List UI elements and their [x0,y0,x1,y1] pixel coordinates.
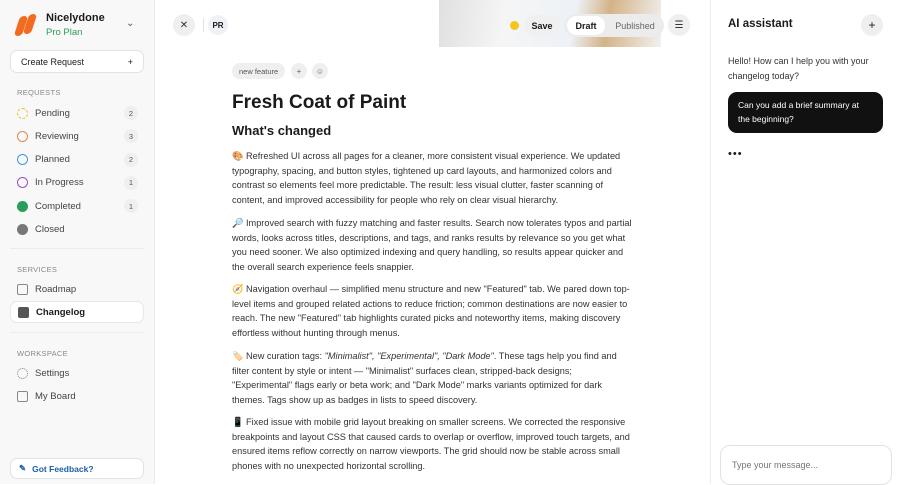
user-message: Can you add a brief summary at the beginning? [728,92,883,133]
sidebar-item-label: Roadmap [35,283,77,295]
count-badge: 1 [124,199,138,213]
sidebar-item-label: Changelog [36,306,86,318]
ai-assistant-panel [710,0,900,484]
plan-label: Pro Plan [46,27,83,38]
sidebar-item-changelog[interactable] [10,301,144,323]
workspace-switcher[interactable] [14,12,105,38]
menu-button[interactable] [668,14,690,36]
sidebar-item-label: Settings [35,367,70,379]
message-input[interactable] [720,445,892,485]
sidebar-item-label: Pending [35,107,70,119]
section-services: SERVICES [17,265,58,274]
status-toggle [564,14,664,37]
sidebar-item-label: Closed [35,224,65,235]
divider [10,332,144,333]
sidebar [0,0,155,484]
feedback-icon: ✎ [19,463,27,473]
divider [203,18,204,32]
create-request-button[interactable] [10,50,144,73]
status-icon [17,131,28,142]
count-badge: 2 [124,153,138,167]
paragraph[interactable] [232,349,634,407]
add-tag-button[interactable]: + [291,63,307,79]
status-icon [17,154,28,165]
brand-name: Nicelydone [46,12,105,24]
emoji-icon[interactable]: ☺ [312,63,328,79]
menu-icon: ☰ [674,19,684,31]
editor-area [156,0,709,484]
sidebar-item-settings[interactable] [10,362,144,384]
sidebar-item-label: Reviewing [35,130,79,142]
status-icon [17,177,28,188]
chevron-down-icon[interactable]: ⌄ [126,18,135,29]
sidebar-item-roadmap[interactable] [10,278,144,300]
sidebar-item-completed[interactable] [10,195,144,217]
section-requests: REQUESTS [17,88,61,97]
paragraph[interactable]: 🎨 Refreshed UI across all pages for a cleaner, more consistent visual experience. We updated typography, spacing, and button styles, tightened up card layouts, and harmonized colors and contrast so elements feel more predictable. The result: less visual clutter, faster scanning of content, and improved accessibility for people who rely on clear visual hierarchy. [232,151,621,205]
board-icon [17,391,28,402]
close-button[interactable] [173,14,195,36]
logo [14,14,36,36]
sidebar-item-in-progress[interactable] [10,172,144,194]
tag-names: "Minimalist", "Experimental", "Dark Mode" [324,351,494,361]
panel-title: AI assistant [728,18,793,30]
sidebar-item-pending[interactable] [10,102,144,124]
assistant-message: Hello! How can I help you with your changelog today? [728,56,869,81]
sidebar-item-label: In Progress [35,177,84,189]
count-badge: 1 [124,176,138,190]
status-icon [17,224,28,235]
sidebar-item-planned[interactable] [10,149,144,171]
paragraph[interactable]: 📱 Fixed issue with mobile grid layout breaking on smaller screens. We corrected the responsive breakpoints and layout CSS that caused cards to overlap or overflow, improved touch targets, and ensured items reflow correctly on narrow viewports. The grid should now be stable across small phones with no unexpected horizontal scrolling. [232,417,630,471]
save-button[interactable]: Save [524,15,560,36]
page-title[interactable]: Fresh Coat of Paint [232,92,407,113]
sidebar-item-label: My Board [35,390,76,402]
plus-icon: + [868,18,876,32]
status-icon [17,108,28,119]
sidebar-item-label: Planned [35,154,70,166]
paragraph[interactable]: 🧭 Navigation overhaul — simplified menu structure and new "Featured" tab. We pared down top-level items and grouped related actions to reduce friction; common destinations are now easier to reach. The new "Featured" tab highlights curated picks and noteworthy items, making discovery effortless without hunting through menus. [232,284,630,338]
draft-option[interactable]: Draft [567,16,605,35]
text: . These tags help you find and filter content by style or intent — "Minimalist" surfaces clean, stripped-back designs; "Experimental" flags early or beta work; and "Dark Mode" marks variants optimized for dark themes. Tags show up as badges in lists to speed discovery. [232,351,617,405]
sidebar-item-label: Completed [35,200,81,212]
feedback-label: Got Feedback? [32,463,94,474]
sidebar-item-closed[interactable] [10,219,144,241]
close-icon: ✕ [179,19,189,31]
divider [10,248,144,249]
status-dot [510,21,519,30]
tag-badge[interactable]: new feature [232,63,285,79]
new-chat-button[interactable] [861,14,883,36]
count-badge: 2 [124,106,138,120]
section-heading[interactable]: What's changed [232,123,332,138]
text: 🏷️ New curation tags: [232,351,325,361]
roadmap-icon [17,284,28,295]
status-icon [17,201,28,212]
sidebar-item-my-board[interactable] [10,385,144,407]
create-request-label: Create Request [21,56,85,67]
published-option[interactable]: Published [615,20,655,31]
feedback-button[interactable] [10,458,144,479]
gear-icon [17,368,28,379]
avatar[interactable]: PR [208,15,228,35]
section-workspace: WORKSPACE [17,349,68,358]
plus-icon: + [127,56,133,67]
paragraph[interactable]: 🔎 Improved search with fuzzy matching and faster results. Search now tolerates typos and partial words, looks across titles, descriptions, and tags, and ranks results by relevance so you get what you need sooner. We also optimized indexing and query handling, so results appear quicker and the overall search experience feels snappier. [232,218,632,272]
changelog-icon [18,307,29,318]
typing-indicator: ••• [728,148,743,160]
sidebar-item-reviewing[interactable] [10,125,144,147]
count-badge: 3 [124,129,138,143]
